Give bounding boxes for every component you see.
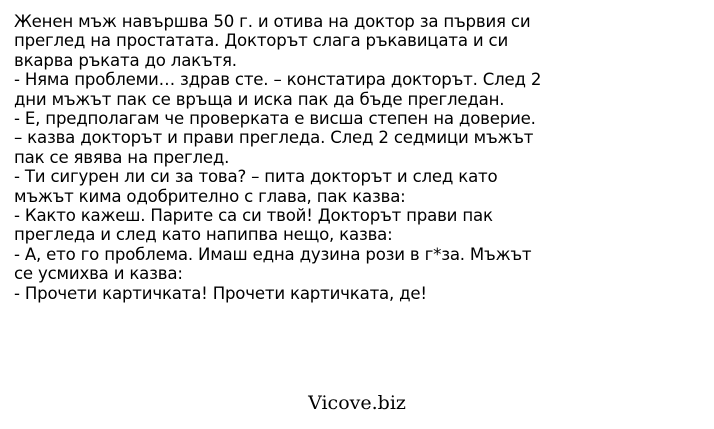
- joke-line: прегледа и след като напипва нещо, казва:: [14, 225, 393, 245]
- joke-line: дни мъжът пак се връща и иска пак да бъде прегледан.: [14, 89, 505, 109]
- joke-line: вкарва ръката до лакътя.: [14, 50, 237, 70]
- joke-line: – казва докторът и прави прегледа. След 2 седмици мъжът: [14, 128, 534, 148]
- joke-line: пак се явява на преглед.: [14, 147, 230, 167]
- joke-line: - А, ето го проблема. Имаш една дузина рози в г*за. Мъжът: [14, 244, 532, 264]
- joke-line: Женен мъж навършва 50 г. и отива на доктор за първия си: [14, 12, 531, 31]
- joke-line: - Прочети картичката! Прочети картичката, де!: [14, 283, 427, 303]
- site-watermark: Vicove.biz: [308, 392, 406, 414]
- joke-line: преглед на простатата. Докторът слага ръкавицата и си: [14, 31, 509, 51]
- joke-line: - Ти сигурен ли си за това? – пита докторът и след като: [14, 167, 498, 187]
- joke-line: - Няма проблеми… здрав сте. – констатира докторът. След 2: [14, 70, 542, 90]
- joke-line: мъжът кима одобрително с глава, пак казва:: [14, 186, 406, 206]
- joke-text: [14, 12, 704, 303]
- joke-line: - Както кажеш. Парите са си твой! Докторът прави пак: [14, 206, 493, 226]
- joke-line: - Е, предполагам че проверката е висша степен на доверие.: [14, 109, 536, 129]
- joke-line: се усмихва и казва:: [14, 264, 183, 284]
